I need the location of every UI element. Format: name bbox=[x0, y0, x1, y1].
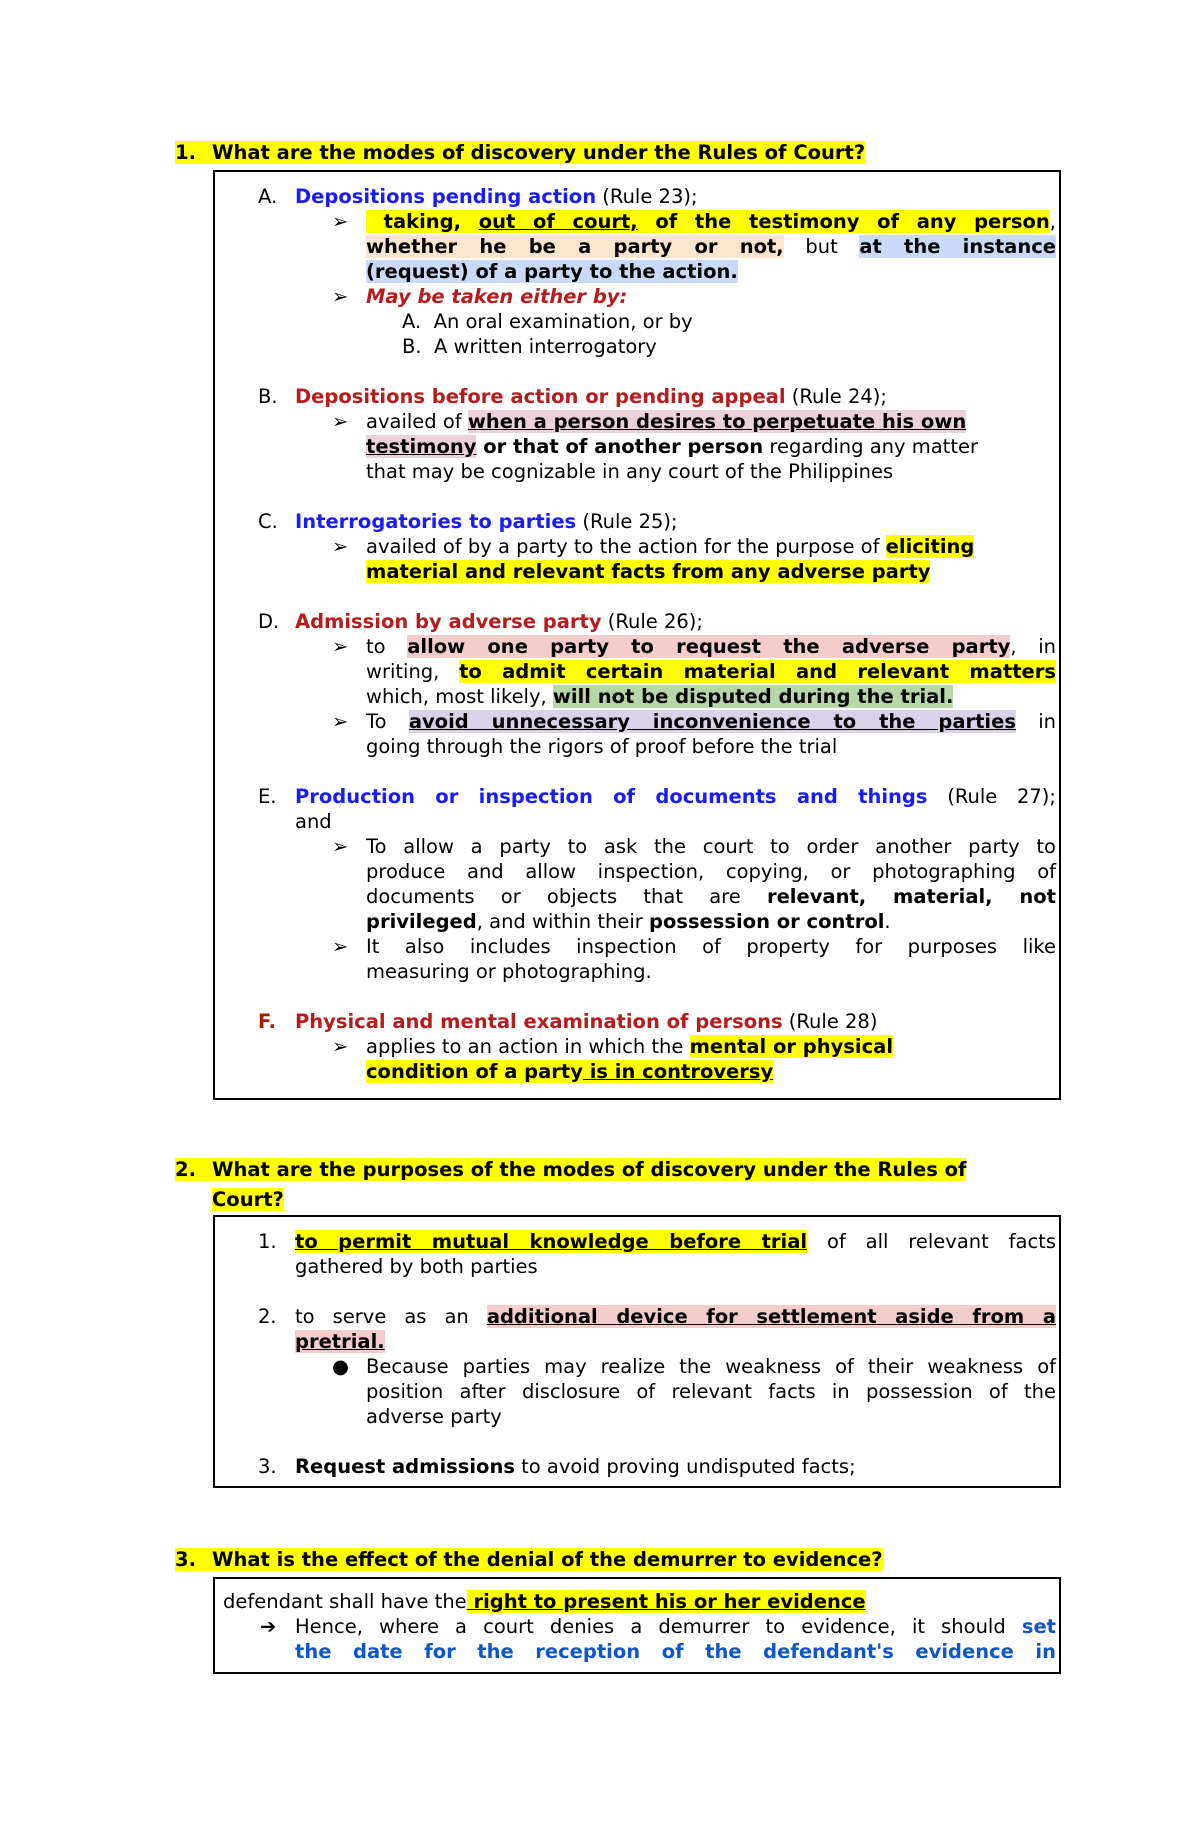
mode-c-bullet1-l1: availed of by a party to the action for the purpose of eliciting bbox=[366, 535, 975, 558]
arrow-bullet-icon: ➢ bbox=[332, 210, 349, 233]
mode-a-bullet1-l3: (request) of a party to the action. bbox=[366, 260, 738, 283]
mode-b: B. bbox=[258, 385, 278, 408]
mode-e-bullet2-l1: It also includes inspection of property for purposes like bbox=[366, 935, 1056, 958]
answer-box-3 bbox=[213, 1577, 1061, 1674]
purpose-2-l1: to serve as an additional device for settlement aside from a bbox=[295, 1305, 1056, 1328]
effect-l1: defendant shall have the right to present his or her evidence bbox=[223, 1590, 866, 1613]
effect-l2: Hence, where a court denies a demurrer to evidence, it should set bbox=[295, 1615, 1056, 1638]
mode-a: A. bbox=[258, 185, 278, 208]
purpose-2-bullet-l1: Because parties may realize the weakness of their weakness of bbox=[366, 1355, 1056, 1378]
purpose-1-l1: to permit mutual knowledge before trial of all relevant facts bbox=[295, 1230, 1056, 1253]
arrow-bullet-icon: ➢ bbox=[332, 535, 349, 558]
purpose-1-l2: gathered by both parties bbox=[295, 1255, 538, 1278]
mode-d-bullet1-l3: which, most likely, will not be disputed during the trial. bbox=[366, 685, 954, 708]
mode-d-bullet2-l2: going through the rigors of proof before the trial bbox=[366, 735, 838, 758]
question-2-heading: 2. What are the purposes of the modes of discovery under the Rules of bbox=[175, 1158, 967, 1181]
arrow-bullet-icon: ➢ bbox=[332, 935, 349, 958]
mode-b-title: Depositions before action or pending appeal (Rule 24); bbox=[295, 385, 887, 408]
mode-e-bullet1-l4: privileged, and within their possession or control. bbox=[366, 910, 891, 933]
mode-d-title: Admission by adverse party (Rule 26); bbox=[295, 610, 703, 633]
mode-d: D. bbox=[258, 610, 280, 633]
arrow-bullet-icon: ➢ bbox=[332, 635, 349, 658]
mode-f: F. bbox=[258, 1010, 276, 1033]
mode-d-bullet1-l2: writing, to admit certain material and relevant matters bbox=[366, 660, 1056, 683]
mode-f-bullet1-l2: condition of a party is in controversy bbox=[366, 1060, 774, 1083]
mode-c: C. bbox=[258, 510, 278, 533]
arrow-bullet-icon: ➢ bbox=[332, 835, 349, 858]
mode-e-bullet1-l2: produce and allow inspection, copying, or photographing of bbox=[366, 860, 1056, 883]
arrow-bullet-icon: ➢ bbox=[332, 285, 349, 308]
effect-l3: the date for the reception of the defendant's evidence in bbox=[295, 1640, 1056, 1663]
answer-box-2 bbox=[213, 1215, 1061, 1488]
purpose-3: Request admissions to avoid proving undisputed facts; bbox=[295, 1455, 856, 1478]
purpose-2-l2: pretrial. bbox=[295, 1330, 385, 1353]
purpose-2-num: 2. bbox=[258, 1305, 277, 1328]
mode-e-title: Production or inspection of documents and things (Rule 27); bbox=[295, 785, 1056, 808]
mode-a-bullet1-l2: whether he be a party or not, but at the instance bbox=[366, 235, 1057, 258]
purpose-3-num: 3. bbox=[258, 1455, 277, 1478]
mode-c-title: Interrogatories to parties (Rule 25); bbox=[295, 510, 678, 533]
question-2-heading-l2: Court? bbox=[212, 1188, 284, 1211]
mode-b-bullet1-l2: testimony or that of another person regarding any matter bbox=[366, 435, 978, 458]
mode-a-bullet2: May be taken either by: bbox=[366, 285, 628, 308]
mode-e-bullet2-l2: measuring or photographing. bbox=[366, 960, 652, 983]
mode-f-bullet1-l1: applies to an action in which the mental or physical bbox=[366, 1035, 894, 1058]
mode-c-bullet1-l2: material and relevant facts from any adverse party bbox=[366, 560, 931, 583]
arrow-bullet-icon: ➢ bbox=[332, 410, 349, 433]
mode-d-bullet2-l1: To avoid unnecessary inconvenience to the parties in bbox=[366, 710, 1056, 733]
mode-b-bullet1-l3: that may be cognizable in any court of the Philippines bbox=[366, 460, 894, 483]
mode-f-title: Physical and mental examination of persons (Rule 28) bbox=[295, 1010, 878, 1033]
arrow-bullet-icon: ➢ bbox=[332, 710, 349, 733]
mode-e: E. bbox=[258, 785, 277, 808]
arrow-bullet-icon: ➢ bbox=[332, 1035, 349, 1058]
mode-e-and: and bbox=[295, 810, 332, 833]
mode-e-bullet1-l1: To allow a party to ask the court to order another party to bbox=[366, 835, 1056, 858]
mode-a-bullet1-l1: taking, out of court, of the testimony of any person, bbox=[366, 209, 1056, 234]
mode-a-title: Depositions pending action (Rule 23); bbox=[295, 185, 698, 208]
mode-a-sub2: B. A written interrogatory bbox=[402, 335, 657, 358]
question-3-heading: 3. What is the effect of the denial of the demurrer to evidence? bbox=[175, 1548, 883, 1571]
purpose-1-num: 1. bbox=[258, 1230, 277, 1253]
purpose-2-bullet-l2: position after disclosure of relevant facts in possession of the bbox=[366, 1380, 1056, 1403]
answer-box-1 bbox=[213, 170, 1061, 1100]
arrow-right-icon: ➔ bbox=[260, 1615, 277, 1638]
purpose-2-bullet-l3: adverse party bbox=[366, 1405, 502, 1428]
circle-bullet-icon: ● bbox=[332, 1355, 350, 1378]
mode-e-bullet1-l3: documents or objects that are relevant, material, not bbox=[366, 885, 1056, 908]
question-1-heading: 1. What are the modes of discovery under the Rules of Court? bbox=[175, 141, 866, 164]
mode-a-sub1: A. An oral examination, or by bbox=[402, 310, 693, 333]
mode-d-bullet1-l1: to allow one party to request the adverse party, in bbox=[366, 635, 1056, 658]
mode-b-bullet1-l1: availed of when a person desires to perpetuate his own bbox=[366, 410, 967, 433]
